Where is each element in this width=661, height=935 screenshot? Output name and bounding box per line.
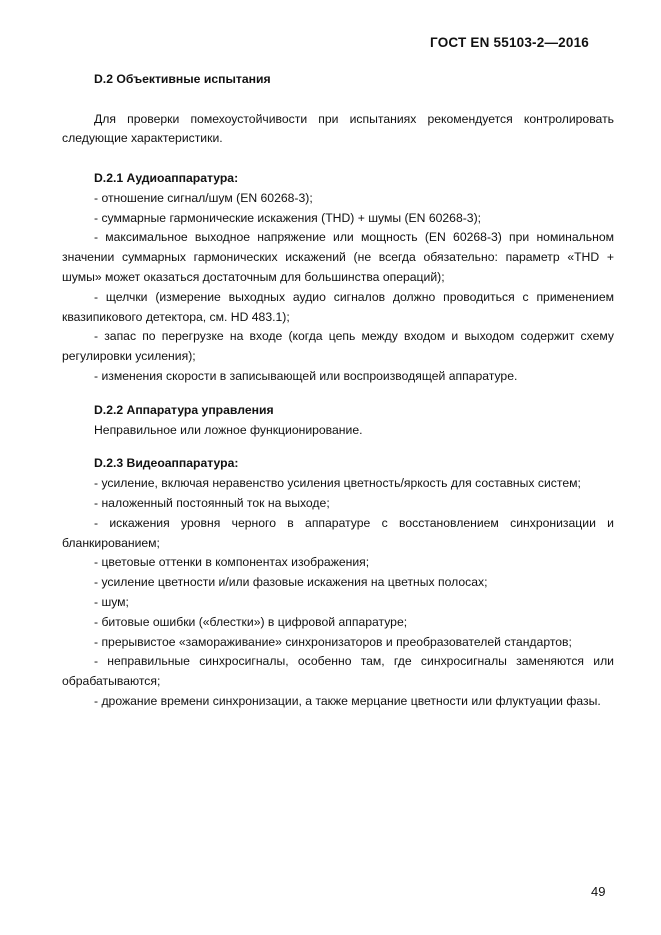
- section-d23-heading: D.2.3 Видеоаппаратура:: [94, 456, 239, 471]
- list-item: - неправильные синхросигналы, особенно там, где синхросигналы заменяются или обрабатываются;: [62, 654, 614, 689]
- page-body: [62, 70, 614, 712]
- section-d21-heading: D.2.1 Аудиоаппаратура:: [94, 170, 239, 185]
- list-item: - дрожание времени синхронизации, а также мерцание цветности или флуктуации фазы.: [94, 693, 601, 708]
- list-item: - искажения уровня черного в аппаратуре с восстановлением синхронизации и бланкированием;: [62, 515, 614, 550]
- list-item: - щелчки (измерение выходных аудио сигналов должно проводиться с применением квазипикового детектора, см. HD 483.1);: [62, 289, 614, 324]
- list-item: - прерывистое «замораживание» синхронизаторов и преобразователей стандартов;: [94, 634, 572, 649]
- page-number: 49: [591, 884, 606, 899]
- list-item: - запас по перегрузке на входе (когда цепь между входом и выходом содержит схему регулировки усиления);: [62, 329, 614, 364]
- list-item: - максимальное выходное напряжение или мощность (EN 60268-3) при номинальном значении суммарных гармонических искажений (не всегда обязательно: параметр «THD + шумы» может оказаться достаточным для большинства операций);: [62, 230, 614, 284]
- section-d22-text: Неправильное или ложное функционирование.: [94, 422, 363, 437]
- list-item: - наложенный постоянный ток на выходе;: [94, 495, 330, 510]
- list-item: - усиление, включая неравенство усиления цветность/яркость для составных систем;: [94, 476, 581, 491]
- list-item: - изменения скорости в записывающей или воспроизводящей аппаратуре.: [94, 368, 518, 383]
- list-item: - суммарные гармонические искажения (THD) + шумы (EN 60268-3);: [94, 210, 482, 225]
- section-d2-intro: Для проверки помехоустойчивости при испытаниях рекомендуется контролировать следующие характеристики.: [62, 111, 614, 146]
- document-standard-header: ГОСТ EN 55103-2—2016: [430, 35, 589, 50]
- section-d22-heading: D.2.2 Аппаратура управления: [94, 402, 274, 417]
- list-item: - усиление цветности и/или фазовые искажения на цветных полосах;: [94, 575, 488, 590]
- section-d2-heading: D.2 Объективные испытания: [94, 72, 271, 86]
- list-item: - битовые ошибки («блестки») в цифровой аппаратуре;: [94, 614, 408, 629]
- list-item: - шум;: [94, 594, 129, 609]
- list-item: - отношение сигнал/шум (EN 60268-3);: [94, 190, 313, 205]
- list-item: - цветовые оттенки в компонентах изображения;: [94, 555, 370, 570]
